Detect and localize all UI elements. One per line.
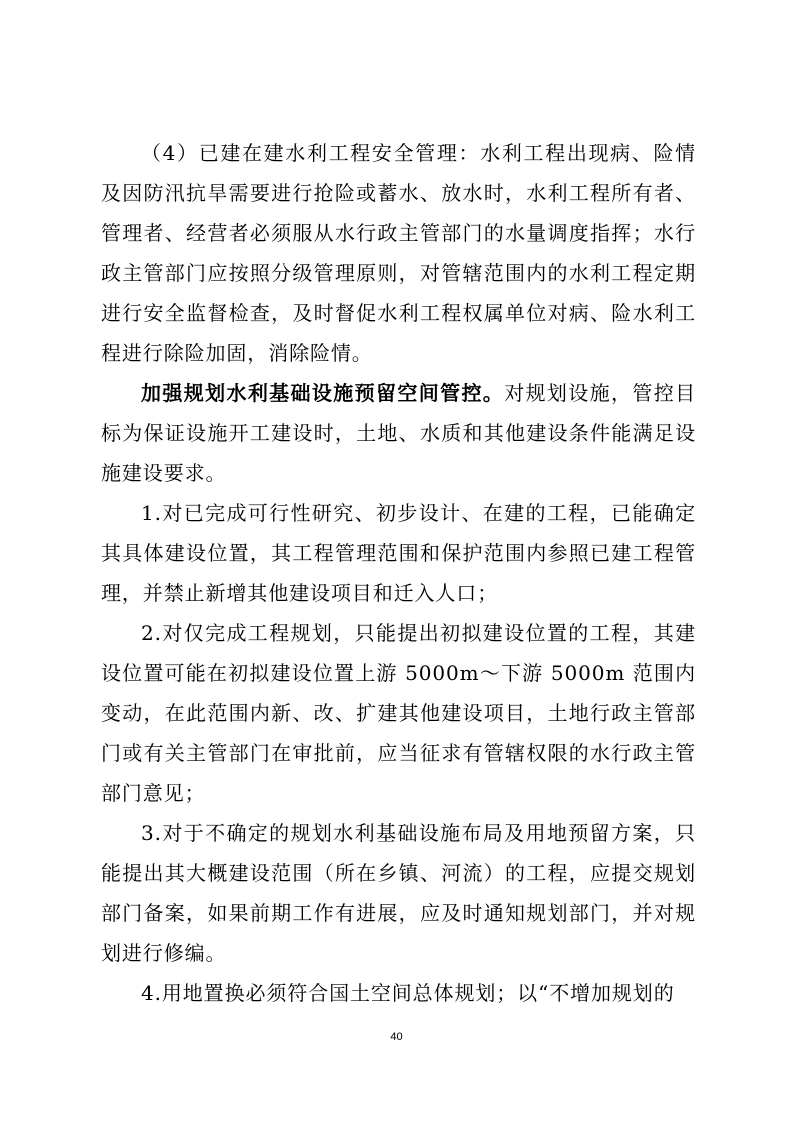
page-number: 40 (390, 1031, 403, 1043)
paragraph-text: （4）已建在建水利工程安全管理：水利工程出现病、险情及因防汛抗旱需要进行抢险或蓄水、放水时，水利工程所有者、管理者、经营者必须服从水行政主管部门的水量调度指挥；水行政主管部门应按照分级管理原则，对管辖范围内的水利工程定期进行安全监督检查，及时督促水利工程权属单位对病、险水利工程进行除险加固，消除险情。 (101, 141, 696, 365)
paragraph-text: 2.对仅完成工程规划，只能提出初拟建设位置的工程，其建设位置可能在初拟建设位置上游 5000m～下游 5000m 范围内变动，在此范围内新、改、扩建其他建设项目，土地行政主管部门或有关主管部门在审批前，应当征求有管辖权限的水行政主管部门意见； (101, 621, 696, 805)
paragraph-item-4 (101, 973, 696, 1013)
paragraph-item-2 (101, 613, 696, 813)
document-body (101, 133, 696, 1013)
paragraph-text: 3.对于不确定的规划水利基础设施布局及用地预留方案，只能提出其大概建设范围（所在乡镇、河流）的工程，应提交规划部门备案，如果前期工作有进展，应及时通知规划部门，并对规划进行修编。 (101, 821, 696, 965)
paragraph-reserved-space-control (101, 373, 696, 493)
paragraph-item-3 (101, 813, 696, 973)
paragraph-item-1 (101, 493, 696, 613)
paragraph-lead-heading: 加强规划水利基础设施预留空间管控。 (141, 381, 505, 405)
paragraph-text: 4.用地置换必须符合国土空间总体规划；以“不增加规划的 (141, 981, 675, 1005)
paragraph-text: 1.对已完成可行性研究、初步设计、在建的工程，已能确定其具体建设位置，其工程管理范围和保护范围内参照已建工程管理，并禁止新增其他建设项目和迁入人口； (101, 501, 696, 605)
paragraph-existing-project-safety (101, 133, 696, 373)
paragraph-text: 对规划设施，管控目标为保证设施开工建设时，土地、水质和其他建设条件能满足设施建设要求。 (101, 381, 696, 485)
